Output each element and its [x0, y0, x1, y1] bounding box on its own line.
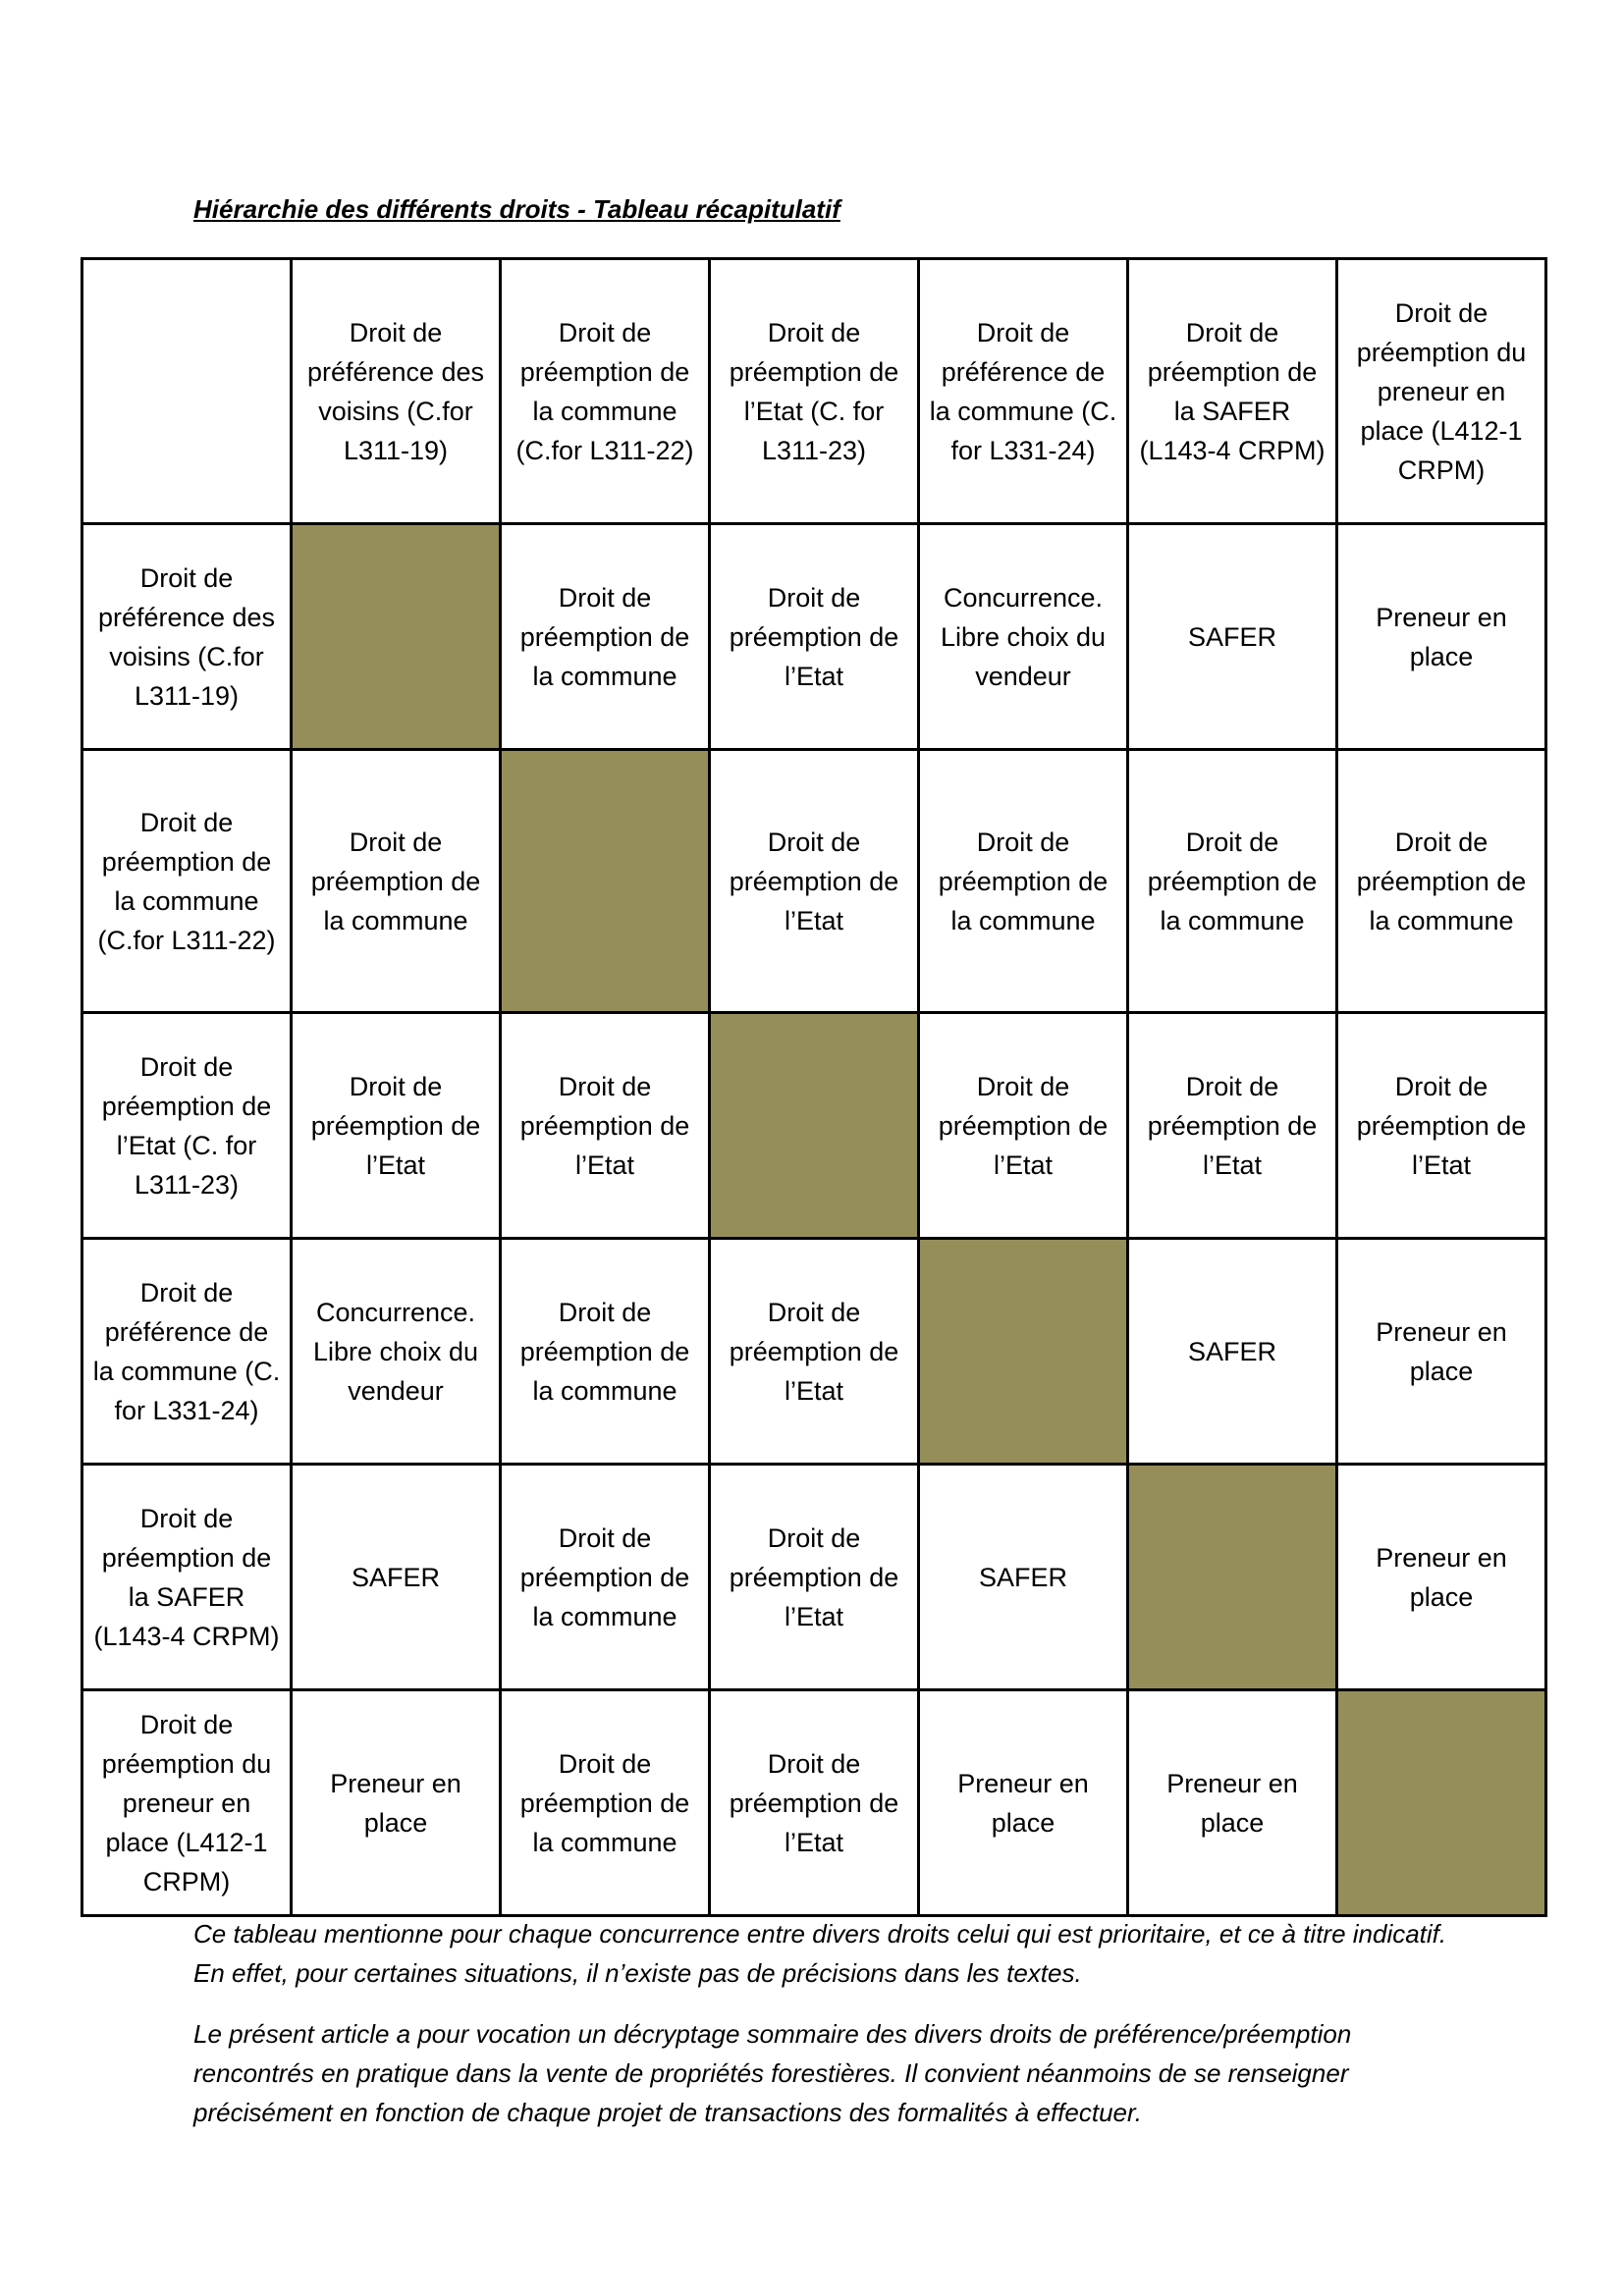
table-cell: Droit de préemption de la commune	[1337, 750, 1546, 1013]
table-row	[82, 524, 1546, 750]
table-cell: Preneur en place	[919, 1690, 1128, 1916]
table-cell: Droit de préemption de l’Etat	[292, 1013, 501, 1239]
table-cell: Droit de préemption de la commune	[292, 750, 501, 1013]
table-cell: SAFER	[919, 1465, 1128, 1690]
row-header: Droit de préemption de l’Etat (C. for L311-23)	[82, 1013, 292, 1239]
table-cell: Preneur en place	[1337, 1465, 1546, 1690]
table-cell: Concurrence. Libre choix du vendeur	[292, 1239, 501, 1465]
table-cell: Droit de préemption de la commune	[501, 524, 710, 750]
footnotes	[193, 1914, 1460, 2154]
table-cell: Droit de préemption de l’Etat	[710, 750, 919, 1013]
table-cell: Droit de préemption de l’Etat	[710, 1239, 919, 1465]
note-paragraph: Ce tableau mentionne pour chaque concurrence entre divers droits celui qui est prioritaire, et ce à titre indicatif. En effet, pour certaines situations, il n’existe pas de précisions dans les textes.	[193, 1919, 1447, 1988]
table-cell: Preneur en place	[1128, 1690, 1337, 1916]
table-header-row	[82, 259, 1546, 524]
column-header: Droit de préemption du preneur en place (L412-1 CRPM)	[1337, 259, 1546, 524]
table-row	[82, 1239, 1546, 1465]
diagonal-cell	[501, 750, 710, 1013]
row-header: Droit de préemption du preneur en place (L412-1 CRPM)	[82, 1690, 292, 1916]
diagonal-cell	[1337, 1690, 1546, 1916]
table-cell: SAFER	[1128, 1239, 1337, 1465]
table-cell: Droit de préemption de la commune	[501, 1465, 710, 1690]
table-cell: Droit de préemption de l’Etat	[1337, 1013, 1546, 1239]
table-cell: Droit de préemption de la commune	[1128, 750, 1337, 1013]
diagonal-cell	[710, 1013, 919, 1239]
column-header: Droit de préférence des voisins (C.for L311-19)	[292, 259, 501, 524]
page-title: Hiérarchie des différents droits - Tableau récapitulatif	[193, 194, 840, 224]
table-cell: SAFER	[1128, 524, 1337, 750]
table-cell: Droit de préemption de l’Etat	[501, 1013, 710, 1239]
table-cell: Droit de préemption de la commune	[501, 1690, 710, 1916]
table-cell: Preneur en place	[292, 1690, 501, 1916]
table-cell: Preneur en place	[1337, 524, 1546, 750]
table-cell: Droit de préemption de la commune	[501, 1239, 710, 1465]
corner-cell	[82, 259, 292, 524]
table-row	[82, 1465, 1546, 1690]
row-header: Droit de préférence de la commune (C. for L331-24)	[82, 1239, 292, 1465]
row-header: Droit de préemption de la SAFER (L143-4 CRPM)	[82, 1465, 292, 1690]
row-header: Droit de préemption de la commune (C.for L311-22)	[82, 750, 292, 1013]
column-header: Droit de préemption de l’Etat (C. for L311-23)	[710, 259, 919, 524]
diagonal-cell	[292, 524, 501, 750]
column-header: Droit de préférence de la commune (C. for L331-24)	[919, 259, 1128, 524]
table-cell: Droit de préemption de la commune	[919, 750, 1128, 1013]
note-paragraph: Le présent article a pour vocation un décryptage sommaire des divers droits de préférence/préemption rencontrés en pratique dans la vente de propriétés forestières. Il convient néanmoins de se renseigner précisément en fonction de chaque projet de transactions des formalités à effectuer.	[193, 2019, 1352, 2127]
table-cell: Preneur en place	[1337, 1239, 1546, 1465]
table-row	[82, 1013, 1546, 1239]
table-cell: Droit de préemption de l’Etat	[1128, 1013, 1337, 1239]
diagonal-cell	[1128, 1465, 1337, 1690]
row-header: Droit de préférence des voisins (C.for L311-19)	[82, 524, 292, 750]
hierarchy-table	[81, 257, 1547, 1917]
table-cell: Concurrence. Libre choix du vendeur	[919, 524, 1128, 750]
table-cell: Droit de préemption de l’Etat	[710, 1690, 919, 1916]
table-row	[82, 1690, 1546, 1916]
column-header: Droit de préemption de la commune (C.for L311-22)	[501, 259, 710, 524]
table-cell: Droit de préemption de l’Etat	[710, 1465, 919, 1690]
column-header: Droit de préemption de la SAFER (L143-4 CRPM)	[1128, 259, 1337, 524]
table-cell: Droit de préemption de l’Etat	[710, 524, 919, 750]
table-cell: SAFER	[292, 1465, 501, 1690]
diagonal-cell	[919, 1239, 1128, 1465]
table-cell: Droit de préemption de l’Etat	[919, 1013, 1128, 1239]
table-row	[82, 750, 1546, 1013]
